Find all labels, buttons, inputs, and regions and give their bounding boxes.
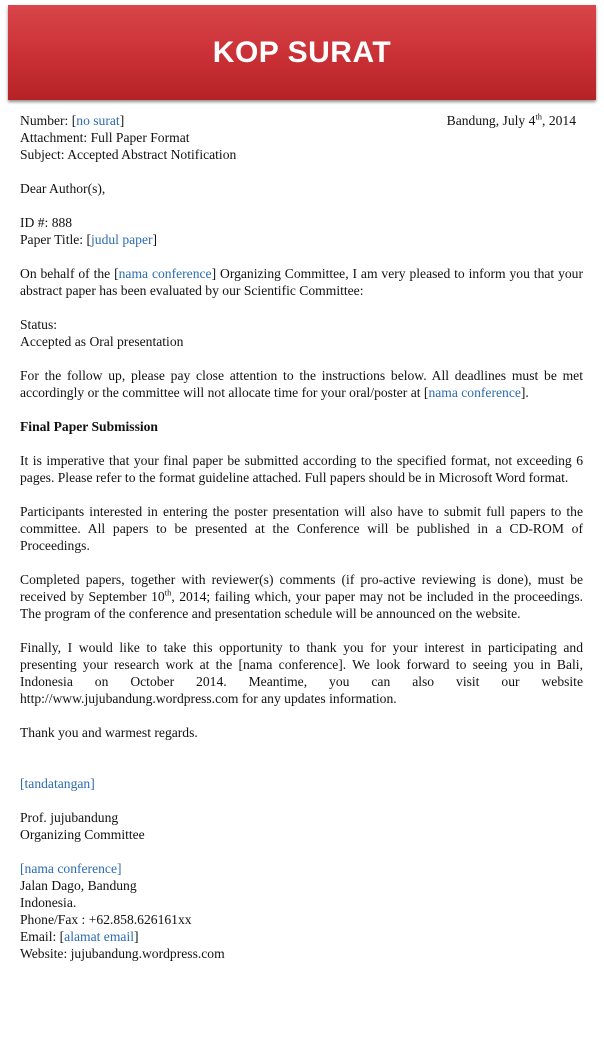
signer-name: Prof. jujubandung — [20, 810, 119, 825]
salutation: Dear Author(s), — [20, 181, 106, 196]
letter-number: Number: [no surat] — [20, 113, 125, 128]
conference-placeholder: nama conference — [428, 385, 521, 400]
number-placeholder: no surat — [76, 113, 120, 128]
letterhead-title: KOP SURAT — [212, 35, 392, 69]
contact-website: Website: jujubandung.wordpress.com — [20, 946, 225, 961]
contact-address: Jalan Dago, Bandung — [20, 878, 137, 893]
signature-placeholder: [tandatangan] — [20, 776, 95, 791]
contact-phone: Phone/Fax : +62.858.626161xx — [20, 912, 192, 927]
poster-paragraph: Participants interested in entering the poster presentation will also have to submit full papers to the committee. All papers to be presented at the Conference will be published in a CD-ROM of Proceedings. — [20, 504, 583, 553]
contact-country: Indonesia. — [20, 895, 77, 910]
closing-paragraph: Finally, I would like to take this opportunity to thank you for your interest in participating and presenting your research work at the [nama conference]. We look forward to seeing you in Bali, Indonesia on October 2014. Meantime, you can also visit our website http://www.jujubandung.wordpress.com for any updates information. — [20, 640, 583, 706]
paper-title: Paper Title: [judul paper] — [20, 232, 158, 247]
email-placeholder: alamat email — [64, 929, 134, 944]
status-value: Accepted as Oral presentation — [20, 334, 184, 349]
signer-role: Organizing Committee — [20, 827, 145, 842]
subject-line: Subject: Accepted Abstract Notification — [20, 147, 237, 162]
section-heading: Final Paper Submission — [20, 419, 158, 434]
letterhead-banner — [8, 5, 596, 100]
attachment-line: Attachment: Full Paper Format — [20, 130, 190, 145]
format-paragraph: It is imperative that your final paper be submitted according to the specified format, not exceeding 6 pages. Please refer to the format guideline attached. Full papers should be in Microsoft Word format. — [20, 453, 583, 485]
status-label: Status: — [20, 317, 58, 332]
letter-date: Bandung, July 4th, 2014 — [446, 111, 576, 128]
intro-paragraph: On behalf of the [nama conference] Organizing Committee, I am very pleased to inform you that your abstract paper has been evaluated by our Scientific Committee: — [20, 266, 583, 298]
contact-conference: [nama conference] — [20, 861, 122, 876]
contact-email: Email: [alamat email] — [20, 929, 139, 944]
paper-id: ID #: 888 — [20, 215, 73, 230]
followup-paragraph: For the follow up, please pay close attention to the instructions below. All deadlines must be met accordingly or the committee will not allocate time for your oral/poster at [nama conference]. — [20, 368, 583, 400]
deadline-paragraph: Completed papers, together with reviewer(s) comments (if pro-active reviewing is done), must be received by September 10th, 2014; failing which, your paper may not be included in the proceedings. The program of the conference and presentation schedule will be announced on the website. — [20, 572, 584, 621]
number-date-row — [20, 112, 583, 129]
regards-line: Thank you and warmest regards. — [20, 725, 198, 740]
conference-placeholder: nama conference — [118, 266, 212, 281]
paper-title-placeholder: judul paper — [91, 232, 153, 247]
letter-body — [20, 112, 583, 962]
